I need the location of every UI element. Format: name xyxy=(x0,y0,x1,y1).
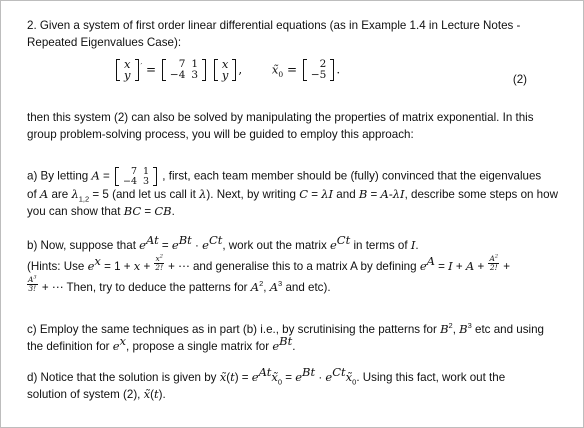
part-a-line-1: a) By letting A = 7 1 −4 3 , first, each team member should be (fully) convinced that the eigenvalues xyxy=(27,166,542,187)
intro-line-2: Repeated Eigenvalues Case): xyxy=(27,36,182,49)
part-b-line-1: b) Now, suppose that $e^{At} = e^{Bt} \cdot e^{Ct}$, work out the matrix $e^{Ct}$ in terms of I. xyxy=(27,233,419,252)
x0-1: 2 xyxy=(319,58,327,70)
state-vector: x y xyxy=(116,59,139,81)
equation-body: x y ′ = 7 1 −4 3 x y , $x̃_0$ = 2 −5 . xyxy=(114,59,340,81)
part-b-line-2: (Hints: Use $e^x = 1 + x$ + $\frac{x^2}{2!}$ + ⋯ and generalise this to a matrix A by defining $e^A = I + A$ + $\frac{A^2}{2!}$ + xyxy=(27,253,511,273)
part-d-line-2: solution of system (2), x̃(t). xyxy=(27,387,166,401)
problem-intro xyxy=(27,17,561,51)
equation-number: (2) xyxy=(512,73,527,86)
then-line-2: group problem-solving process, you will be guided to employ this approach: xyxy=(27,128,414,141)
part-c-line-2: the definition for $e^x$, propose a single matrix for $e^{Bt}$. xyxy=(27,334,296,353)
part-d xyxy=(27,365,561,403)
a21: −4 xyxy=(169,69,186,81)
initial-vector xyxy=(303,59,334,81)
part-d-line-1: d) Notice that the solution is given by x̃(t) = $e^{At}x̃_0 = e^{Bt}$ · $e^{Ct}x̃_0$. Using this fact, work out the xyxy=(27,365,506,387)
part-a-matrix: 7 1 −4 3 xyxy=(115,167,157,186)
part-a-line-3: you can show that BC = CB. xyxy=(27,204,175,218)
part-c xyxy=(27,321,561,355)
state-vector-rhs: x y xyxy=(214,59,237,81)
then-paragraph xyxy=(27,109,561,143)
part-a-line-2: of A are $\lambda_{1,2} = 5$ (and let us call it λ). Next, by writing C = λI and B = A-λI, describe some steps on how xyxy=(27,187,558,204)
a22: 3 xyxy=(191,69,199,81)
part-a xyxy=(27,167,561,220)
part-b xyxy=(27,233,561,296)
intro-line-1: 2. Given a system of first order linear differential equations (as in Example 1.4 in Lecture Notes - xyxy=(27,19,521,32)
part-c-line-1: c) Employ the same techniques as in part (b) i.e., by scrutinising the patterns for $B^2$, $B^3$ etc and using xyxy=(27,321,544,336)
coefficient-matrix xyxy=(162,59,206,81)
then-line-1: then this system (2) can also be solved by manipulating the properties of matrix exponential. In this xyxy=(27,111,534,124)
a11: 7 xyxy=(178,58,186,70)
x0-2: −5 xyxy=(310,69,327,81)
a12: 1 xyxy=(191,58,199,70)
part-b-line-3: $\frac{A^3}{3!}$ + ⋯ Then, try to deduce the patterns for $A^2$, $A^3$ and etc). xyxy=(28,274,331,294)
system-equation xyxy=(1,57,584,97)
